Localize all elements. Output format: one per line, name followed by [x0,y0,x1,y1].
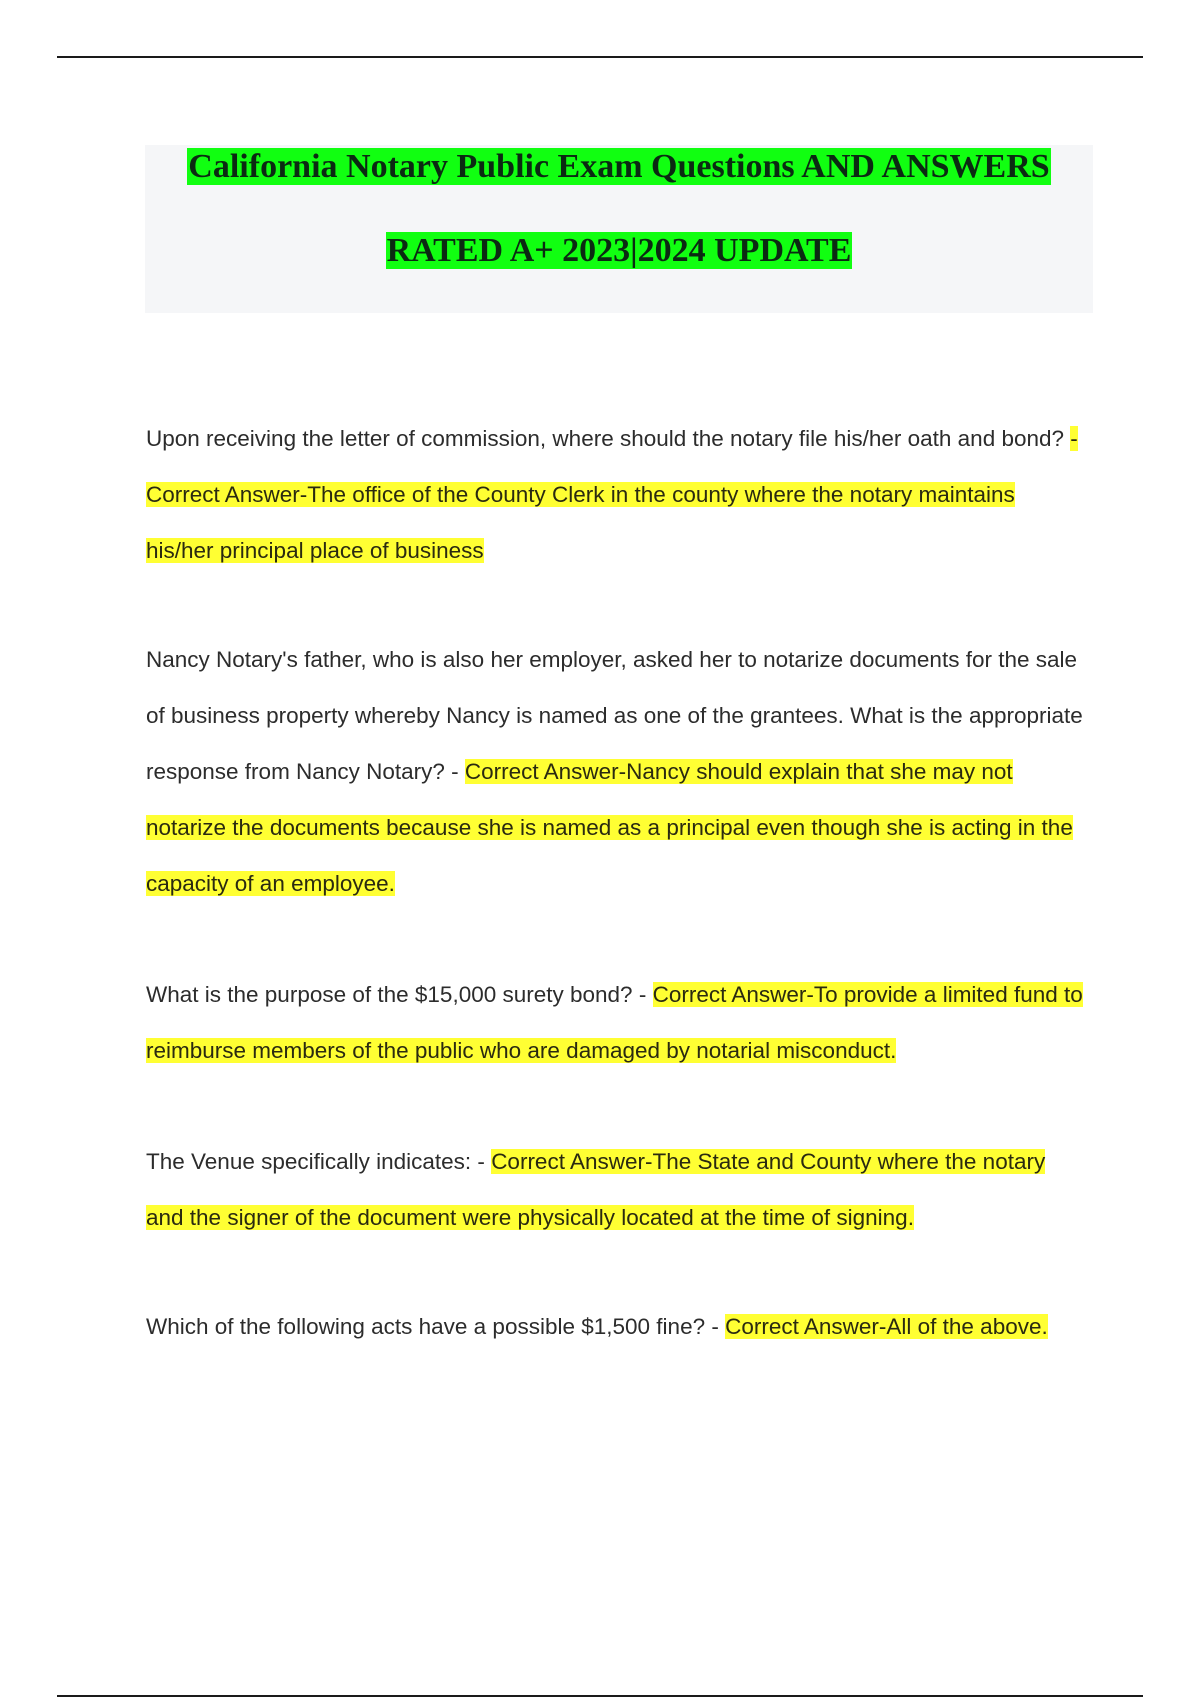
qa-item [146,1134,1086,1246]
question-text: Upon receiving the letter of commission, where should the notary file his/her oath and bond? [146,426,1071,451]
title-line-2 [145,229,1093,273]
qa-item [146,1299,1086,1355]
answer-text: - Correct Answer-The office of the County Clerk in the county where the notary maintains his/her principal place of business [146,426,1078,563]
title-line-1 [145,145,1093,189]
answer-text: Correct Answer-The State and County where the notary and the signer of the document were physically located at the time of signing. [146,1149,1046,1230]
answer-text: Correct Answer-All of the above. [725,1314,1048,1339]
qa-item [146,632,1086,912]
title-line-2-text: RATED A+ 2023|2024 UPDATE [386,232,852,269]
top-rule [57,56,1143,58]
title-line-1-text: California Notary Public Exam Questions AND ANSWERS [188,148,1050,185]
question-text: What is the purpose of the $15,000 surety bond? - [146,982,653,1007]
qa-item [146,411,1086,579]
answer-text: Correct Answer-To provide a limited fund to reimburse members of the public who are damaged by notarial misconduct. [146,982,1083,1063]
title-block [145,145,1093,313]
question-text: Nancy Notary's father, who is also her employer, asked her to notarize documents for the sale of business property whereby Nancy is named as one of the grantees. What is the appropriate response from Nancy Notary? - [146,647,1083,784]
answer-text: Correct Answer-Nancy should explain that she may not notarize the documents because she is named as a principal even though she is acting in the capacity of an employee. [146,759,1073,896]
qa-item [146,967,1086,1079]
bottom-rule [57,1695,1143,1697]
question-text: The Venue specifically indicates: - [146,1149,492,1174]
question-text: Which of the following acts have a possible $1,500 fine? - [146,1314,726,1339]
